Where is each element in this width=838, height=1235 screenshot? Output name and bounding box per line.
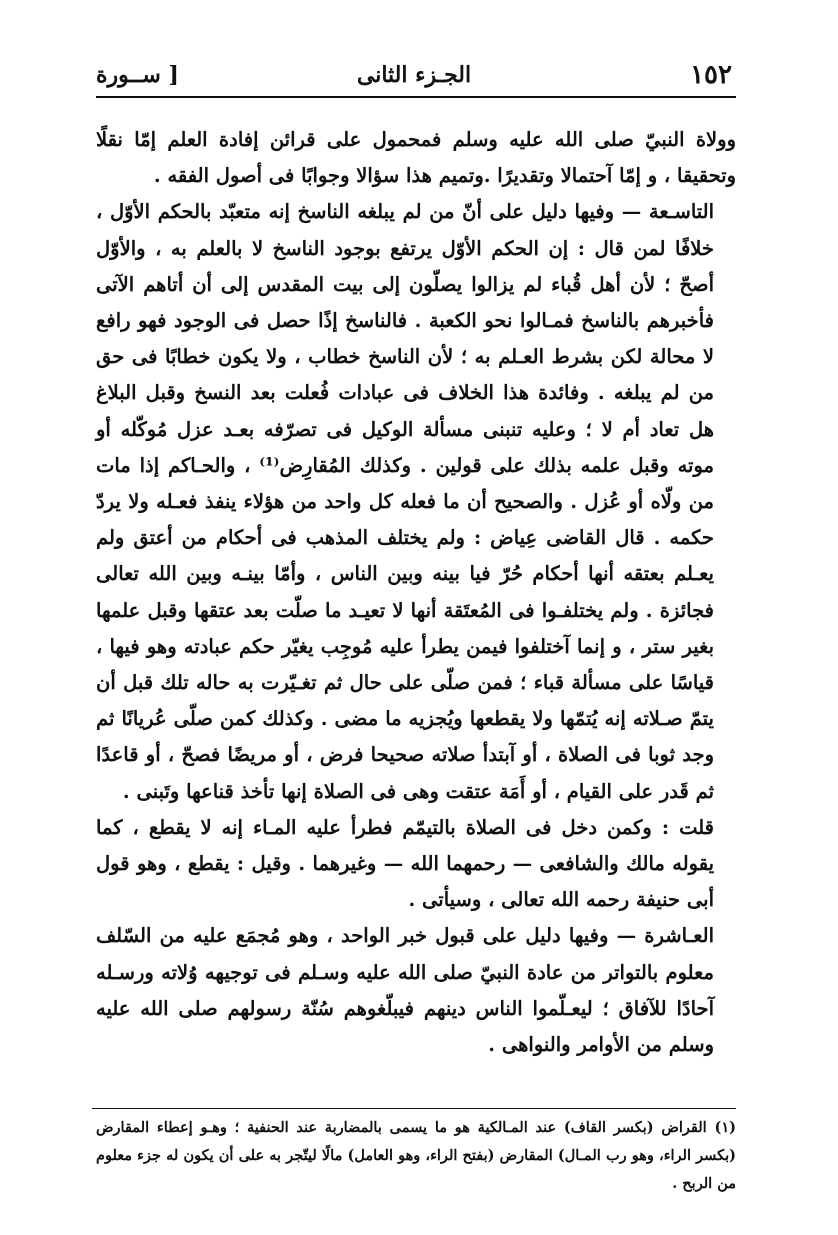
running-header <box>96 58 732 94</box>
footnotes <box>96 1114 736 1198</box>
main-text <box>96 122 736 1063</box>
page-number: ١٥٢ <box>690 60 732 90</box>
footnote: (١) القراض (بكسر القاف) عند المـالكية هو ما يسمى بالمضاربة عند الحنفية ؛ وهـو إعطاء المقارض (بكسر الراء، وهو رب المـال) المقارض (بفتح الراء، وهو العامل) مالًا ليتّجر به على أن يكون له جزء معلوم من الربح . <box>96 1119 736 1192</box>
paragraph: وولاة النبيّ صلى الله عليه وسلم فمحمول على قرائن إفادة العلم إمّا نقلًا وتحقيقا ، و إمّا آحتمالا وتقديرًا .وتميم هذا سؤالا وجوابًا فى أصول الفقه . <box>96 128 736 188</box>
sura-label: [ ســورة <box>96 62 179 88</box>
paragraph: العـاشرة — وفيها دليل على قبول خبر الواحد ، وهو مُجمَع عليه من السّلف معلوم بالتواتر من عادة النبيّ صلى الله عليه وسـلم فى توجيهه وُلاته ورسـله آحادًا للآفاق ؛ ليعـلّموا الناس دينهم فيبلّغوهم سُنّة رسولهم صلى الله عليه وسلم من الأوامر والنواهى . <box>96 924 714 1057</box>
running-title: الجـزء الثانى <box>356 62 472 88</box>
paragraph: قلت : وكمن دخل فى الصلاة بالتيمّم فطرأ عليه المـاء إنه لا يقطع ، كما يقوله مالك والشافعى — رحمهما الله — وغيرهما . وقيل : يقطع ، وهو قول أبى حنيفة رحمه الله تعالى ، وسيأتى . <box>96 815 714 912</box>
paragraph: التاسـعة — وفيها دليل على أنّ من لم يبلغه الناسخ إنه متعبّد بالحكم الأوّل ، خلافًا لمن قال : إن الحكم الأوّل يرتفع بوجود الناسخ لا بالعلم به ، والأوّل أصحّ ؛ لأن أهل قُباء لم يزالوا يصلّون إلى بيت المقدس إلى أن أتاهم الآتى فأخبرهم بالناسخ فمـالوا نحو الكعبة . فالناسخ إذًا حصل فى الوجود فهو رافع لا محالة لكن بشرط العـلم به ؛ لأن الناسخ خطاب ، ولا يكون خطابًا فى حق من لم يبلغه . وفائدة هذا الخلاف فى عبادات فُعلت بعد النسخ وقبل البلاغ هل تعاد أم لا ؛ وعليه تنبنى مسألة الوكيل فى تصرّفه بعـد عزل مُوكّله أو موته وقبل علمه بذلك على قولين . وكذلك المُقارِض⁽¹⁾ ، والحـاكم إذا مات من ولّاه أو عُزل . والصحيح أن ما فعله كل واحد من هؤلاء ينفذ فعـله ولا يردّ حكمه . قال القاضى عِياض : ولم يختلف المذهب فى أحكام من أعتق ولم يعـلم بعتقه أنها أحكام حُرّ فيا بينه وبين الناس ، وأمّا بينـه وبين الله تعالى فجائزة . ولم يختلفـوا فى المُعتَقة أنها لا تعيـد ما صلّت بعد عتقها وقبل علمها بغير ستر ، و إنما آختلفوا فيمن يطرأ عليه مُوجِب يغيّر حكم عبادته وهو فيها ، قياسًا على مسألة قباء ؛ فمن صلّى على حال ثم تغـيّرت به حاله تلك قبل أن يتمّ صـلاته إنه يُتمّها ولا يقطعها ويُجزيه ما مضى . وكذلك كمن صلّى عُريانًا ثم وجد ثوبا فى الصلاة ، أو آبتدأ صلاته صحيحا فرض ، أو مريضًا فصحّ ، أو قاعدًا ثم قَدر على القيام ، أو أَمَة عتقت وهى فى الصلاة إنها تأخذ قناعها وتَبنى . <box>96 200 714 803</box>
footnote-divider <box>92 1108 736 1109</box>
header-divider <box>96 96 736 98</box>
